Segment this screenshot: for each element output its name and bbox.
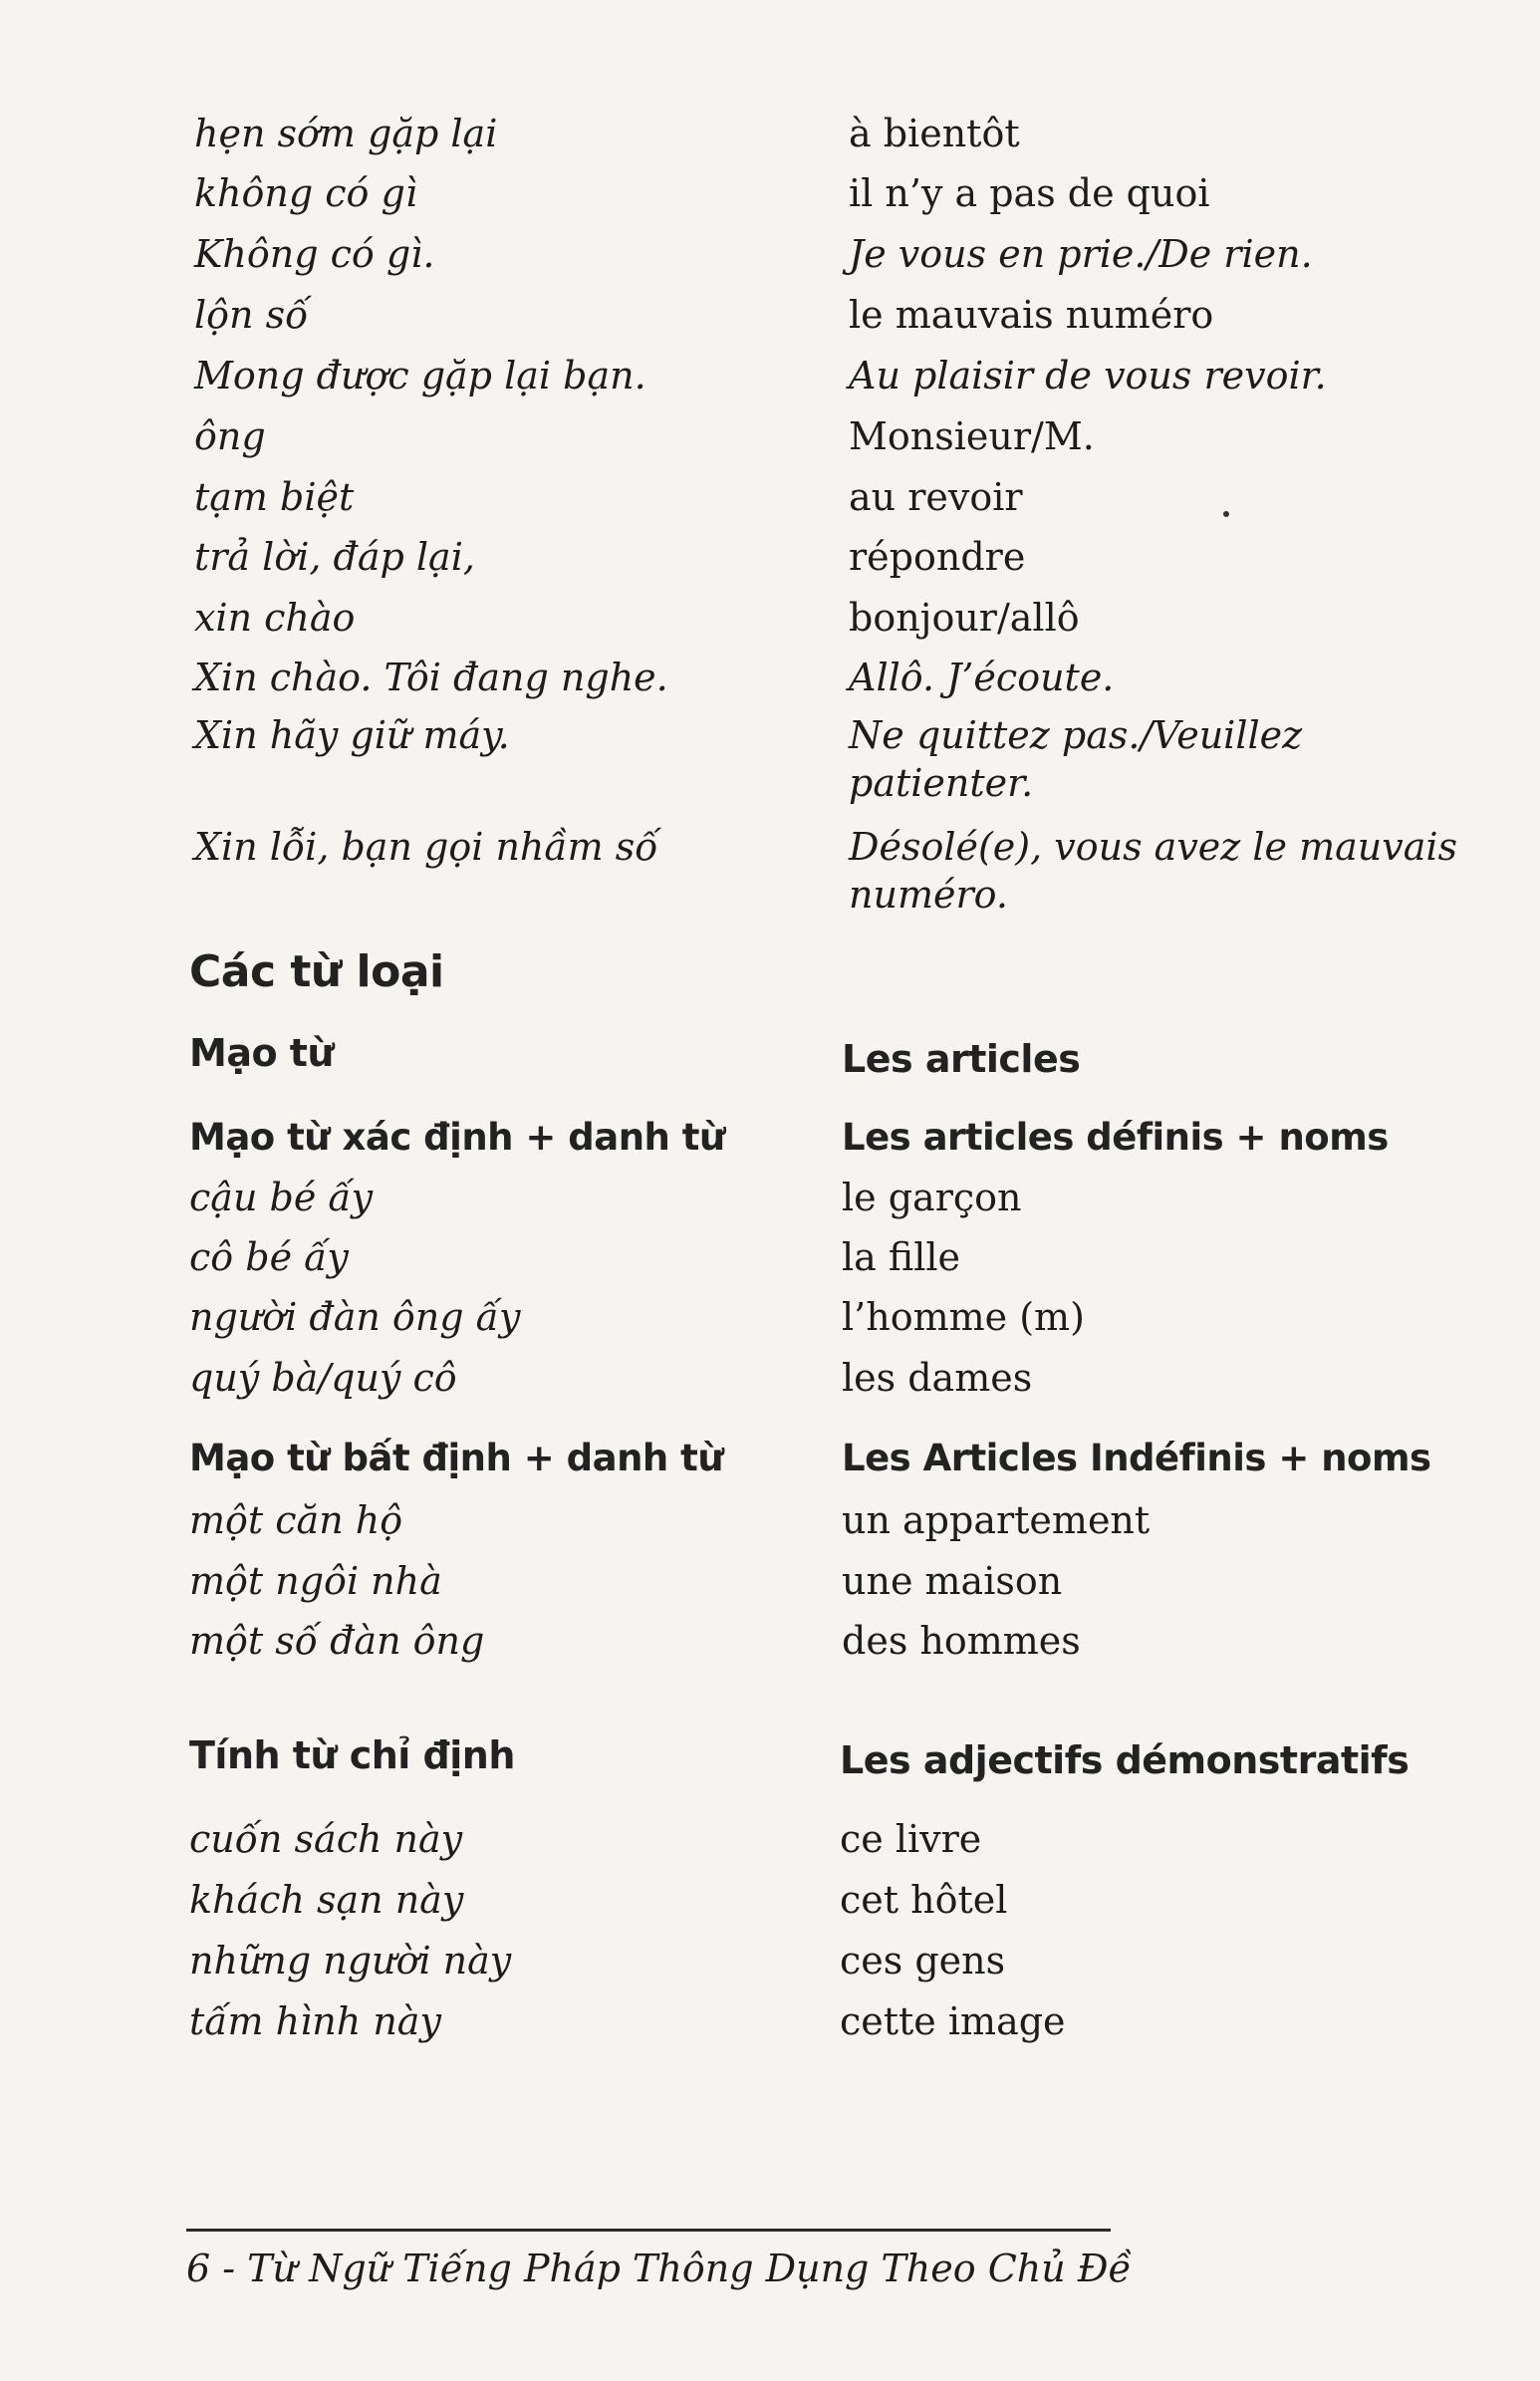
french-term: ce livre [840, 1817, 982, 1861]
vietnamese-term: một ngôi nhà [189, 1559, 442, 1603]
vietnamese-term: ông [194, 414, 266, 458]
demonstratives-heading-fr: Les adjectifs démonstratifs [840, 1738, 1410, 1782]
articles-heading-vi: Mạo từ [189, 1031, 335, 1075]
vietnamese-term: lộn số [194, 293, 309, 337]
french-term: Au plaisir de vous revoir. [849, 354, 1327, 397]
french-term: ces gens [840, 1939, 1006, 1983]
vietnamese-term: tạm biệt [194, 475, 355, 519]
vietnamese-term: khách sạn này [189, 1878, 464, 1922]
french-term: une maison [842, 1559, 1063, 1603]
vietnamese-term: những người này [189, 1939, 512, 1983]
vietnamese-term: người đàn ông ấy [189, 1295, 521, 1339]
french-term: le garçon [842, 1176, 1022, 1219]
french-term [849, 823, 1458, 919]
vietnamese-term: Không có gì. [194, 232, 435, 276]
french-term: Monsieur/M. [849, 414, 1095, 458]
french-term: bonjour/allô [849, 596, 1080, 640]
page-footer: 6 - Từ Ngữ Tiếng Pháp Thông Dụng Theo Chủ Đề [186, 2247, 1132, 2290]
french-term: Allô. J’écoute. [849, 656, 1115, 699]
definite-heading-vi: Mạo từ xác định + danh từ [189, 1116, 725, 1159]
french-term: répondre [849, 535, 1026, 579]
vietnamese-term: xin chào [194, 596, 356, 640]
vietnamese-term: Mong được gặp lại bạn. [194, 354, 646, 397]
ink-dot [1223, 511, 1229, 517]
french-term: des hommes [842, 1619, 1081, 1663]
articles-heading-fr: Les articles [842, 1037, 1081, 1081]
vietnamese-term: một số đàn ông [189, 1619, 485, 1663]
demonstratives-heading-vi: Tính từ chỉ định [189, 1733, 515, 1777]
vietnamese-term: hẹn sớm gặp lại [194, 112, 498, 155]
french-term: il n’y a pas de quoi [849, 171, 1210, 215]
section-title: Các từ loại [189, 946, 444, 997]
vietnamese-term: Xin lỗi, bạn gọi nhầm số [194, 825, 658, 869]
vietnamese-term: cậu bé ấy [189, 1176, 374, 1219]
french-term: à bientôt [849, 112, 1020, 155]
french-term: les dames [842, 1356, 1033, 1400]
french-term: Je vous en prie./De rien. [849, 232, 1313, 276]
vietnamese-term: cô bé ấy [189, 1235, 349, 1279]
french-term-line: patienter. [849, 761, 1034, 805]
vietnamese-term: quý bà/quý cô [189, 1356, 457, 1400]
french-term: le mauvais numéro [849, 293, 1214, 337]
french-term: l’homme (m) [842, 1295, 1085, 1339]
vietnamese-term: cuốn sách này [189, 1817, 463, 1861]
french-term: la fille [842, 1235, 961, 1279]
vietnamese-term: Xin hãy giữ máy. [194, 713, 510, 757]
vietnamese-term: tấm hình này [189, 1999, 441, 2043]
definite-heading-fr: Les articles définis + noms [842, 1116, 1389, 1159]
indefinite-heading-vi: Mạo từ bất định + danh từ [189, 1437, 724, 1479]
french-term: cette image [840, 1999, 1066, 2043]
french-term-line: numéro. [849, 873, 1008, 917]
vietnamese-term: trả lời, đáp lại, [194, 535, 475, 579]
footer-rule [186, 2229, 1111, 2232]
french-term-line: Ne quittez pas./Veuillez [849, 713, 1303, 757]
vietnamese-term: Xin chào. Tôi đang nghe. [194, 656, 668, 699]
indefinite-heading-fr: Les Articles Indéfinis + noms [842, 1437, 1431, 1479]
french-term [849, 711, 1446, 807]
french-term: cet hôtel [840, 1878, 1008, 1922]
vietnamese-term: không có gì [194, 171, 417, 215]
french-term: un appartement [842, 1498, 1151, 1542]
french-term: au revoir [849, 475, 1023, 519]
french-term-line: Désolé(e), vous avez le mauvais [849, 825, 1458, 869]
vietnamese-term: một căn hộ [189, 1498, 403, 1542]
